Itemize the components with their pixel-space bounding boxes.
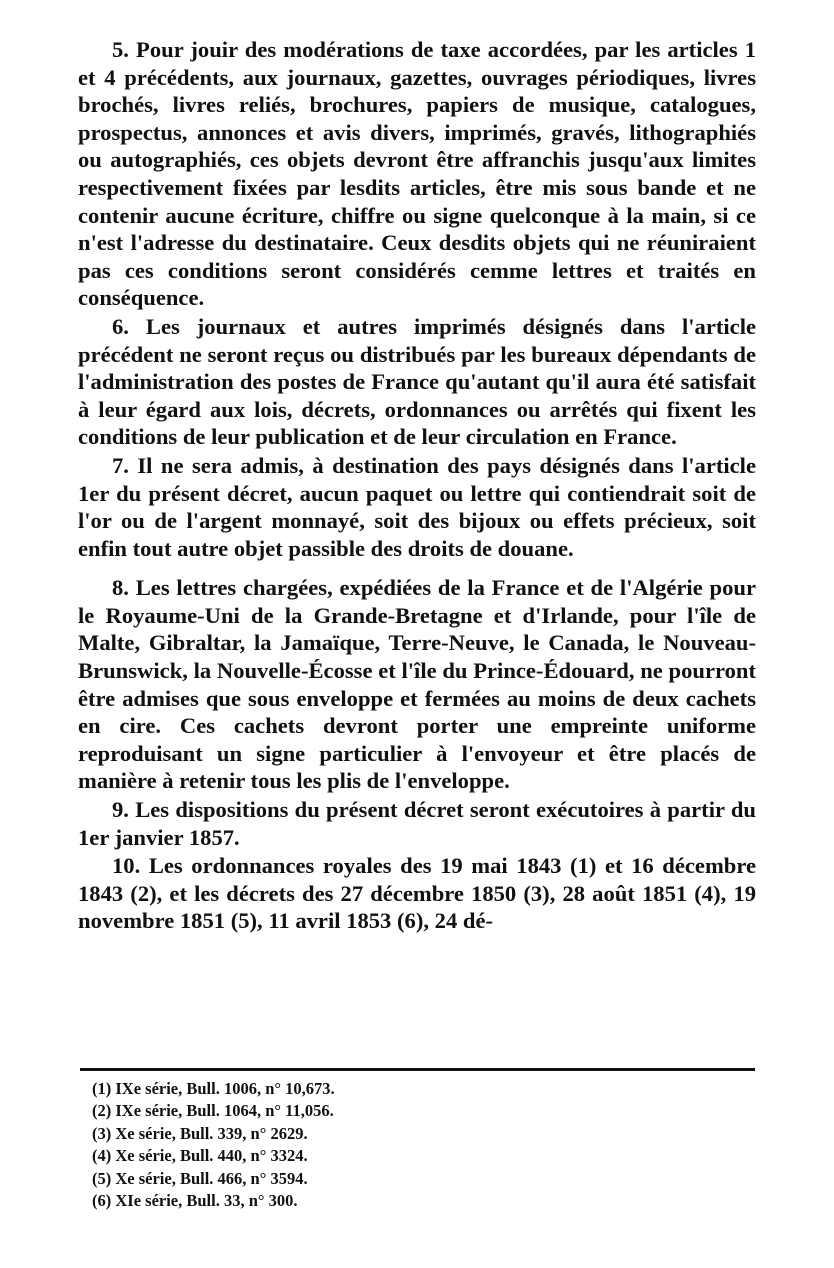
footnote-6: (6) XIe série, Bull. 33, n° 300.: [92, 1191, 298, 1211]
body-text: [78, 36, 756, 935]
article-10-paragraph: 10. Les ordonnances royales des 19 mai 1843 (1) et 16 décembre 1843 (2), et les décrets des 27 décembre 1850 (3), 28 août 1851 (4), 19 novembre 1851 (5), 11 avril 1853 (6), 24 dé-: [78, 853, 756, 934]
footnotes: [92, 1078, 492, 1212]
footnote-3: (3) Xe série, Bull. 339, n° 2629.: [92, 1123, 308, 1143]
footnote-1: (1) IXe série, Bull. 1006, n° 10,673.: [92, 1079, 335, 1098]
article-7-paragraph: 7. Il ne sera admis, à destination des pays désignés dans l'article 1er du présent décret, aucun paquet ou lettre qui contiendrait soit de l'or ou de l'argent monnayé, soit des bijoux ou effets précieux, soit enfin tout autre objet passible des droits de douane.: [78, 452, 756, 561]
footnote-4: (4) Xe série, Bull. 440, n° 3324.: [92, 1146, 308, 1166]
footnote-separator-rule: [80, 1068, 755, 1071]
footnote-5: (5) Xe série, Bull. 466, n° 3594.: [92, 1168, 308, 1188]
article-5-paragraph: 5. Pour jouir des modérations de taxe accordées, par les articles 1 et 4 précédents, aux journaux, gazettes, ouvrages périodiques, livres brochés, livres reliés, brochures, papiers de musique, catalogues, prospectus, annonces et avis divers, imprimés, gravés, lithographiés ou autographiés, ces objets devront être affranchis jusqu'aux limites respectivement fixées par lesdits articles, être mis sous bande et ne contenir aucune écriture, chiffre ou signe quelconque à la main, si ce n'est l'adresse du destinataire. Ceux desdits objets qui ne réuniraient pas ces conditions seront considérés cemme lettres et traités en conséquence.: [78, 37, 756, 311]
footnote-2: (2) IXe série, Bull. 1064, n° 11,056.: [92, 1101, 334, 1121]
article-6-paragraph: 6. Les journaux et autres imprimés désignés dans l'article précédent ne seront reçus ou distribués par les bureaux dépendants de l'administration des postes de France qu'autant qu'il aura été satisfait à leur égard aux lois, décrets, ordonnances ou arrêtés qui fixent les conditions de leur publication et de leur circulation en France.: [78, 313, 756, 450]
article-9-paragraph: 9. Les dispositions du présent décret seront exécutoires à partir du 1er janvier 1857.: [78, 797, 756, 850]
article-8-paragraph: 8. Les lettres chargées, expédiées de la France et de l'Algérie pour le Royaume-Uni de la Grande-Bretagne et d'Irlande, pour l'île de Malte, Gibraltar, la Jamaïque, Terre-Neuve, le Canada, le Nouveau-Brunswick, la Nouvelle-Écosse et l'île du Prince-Édouard, ne pourront être admises que sous enveloppe et fermées au moins de deux cachets en cire. Ces cachets devront porter une empreinte uniforme reproduisant un signe particulier à l'envoyeur et être placés de manière à retenir tous les plis de l'enveloppe.: [78, 575, 756, 794]
